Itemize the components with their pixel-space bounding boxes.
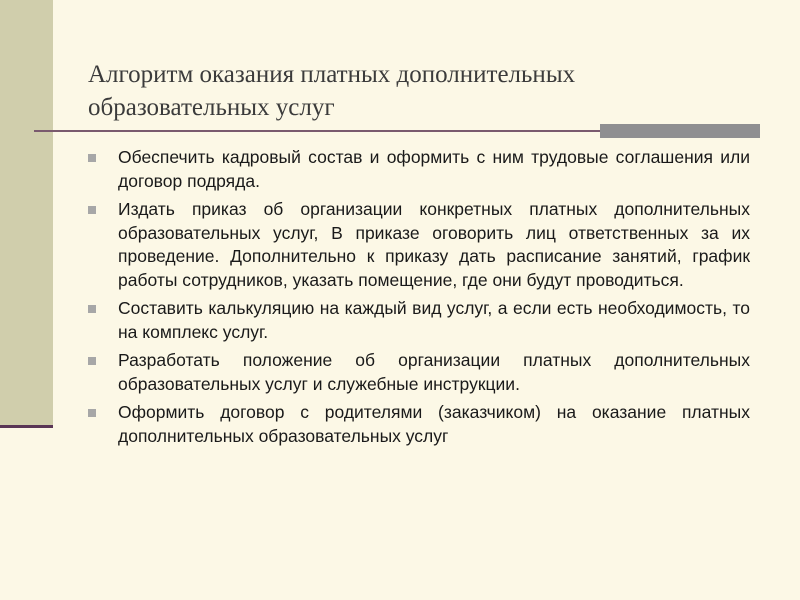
slide-title: Алгоритм оказания платных дополнительных образовательных услуг bbox=[88, 61, 576, 121]
bullet-text: Оформить договор с родителями (заказчиком) на оказание платных дополнительных образовательных услуг bbox=[118, 402, 750, 446]
bullet-text: Составить калькуляцию на каждый вид услуг, а если есть необходимость, то на комплекс услуг. bbox=[118, 298, 750, 342]
square-bullet-icon bbox=[88, 409, 96, 417]
bullet-list bbox=[88, 146, 750, 453]
bullet-item bbox=[88, 198, 750, 292]
left-decor-line bbox=[0, 425, 53, 428]
bullet-text: Разработать положение об организации платных дополнительных образовательных услуг и служебные инструкции. bbox=[118, 350, 750, 394]
bullet-item bbox=[88, 349, 750, 396]
title-decor-bar bbox=[600, 124, 760, 138]
bullet-text: Издать приказ об организации конкретных платных дополнительных образовательных услуг, В приказе оговорить лиц ответственных за их проведение. Дополнительно к приказу дать расписание занятий, график работы сотрудников, указать помещение, где они будут проводиться. bbox=[118, 199, 750, 290]
bullet-item bbox=[88, 401, 750, 448]
square-bullet-icon bbox=[88, 154, 96, 162]
left-decor-band bbox=[0, 0, 53, 428]
square-bullet-icon bbox=[88, 206, 96, 214]
bullet-item bbox=[88, 146, 750, 193]
square-bullet-icon bbox=[88, 305, 96, 313]
square-bullet-icon bbox=[88, 357, 96, 365]
bullet-item bbox=[88, 297, 750, 344]
bullet-text: Обеспечить кадровый состав и оформить с ним трудовые соглашения или договор подряда. bbox=[118, 147, 750, 191]
